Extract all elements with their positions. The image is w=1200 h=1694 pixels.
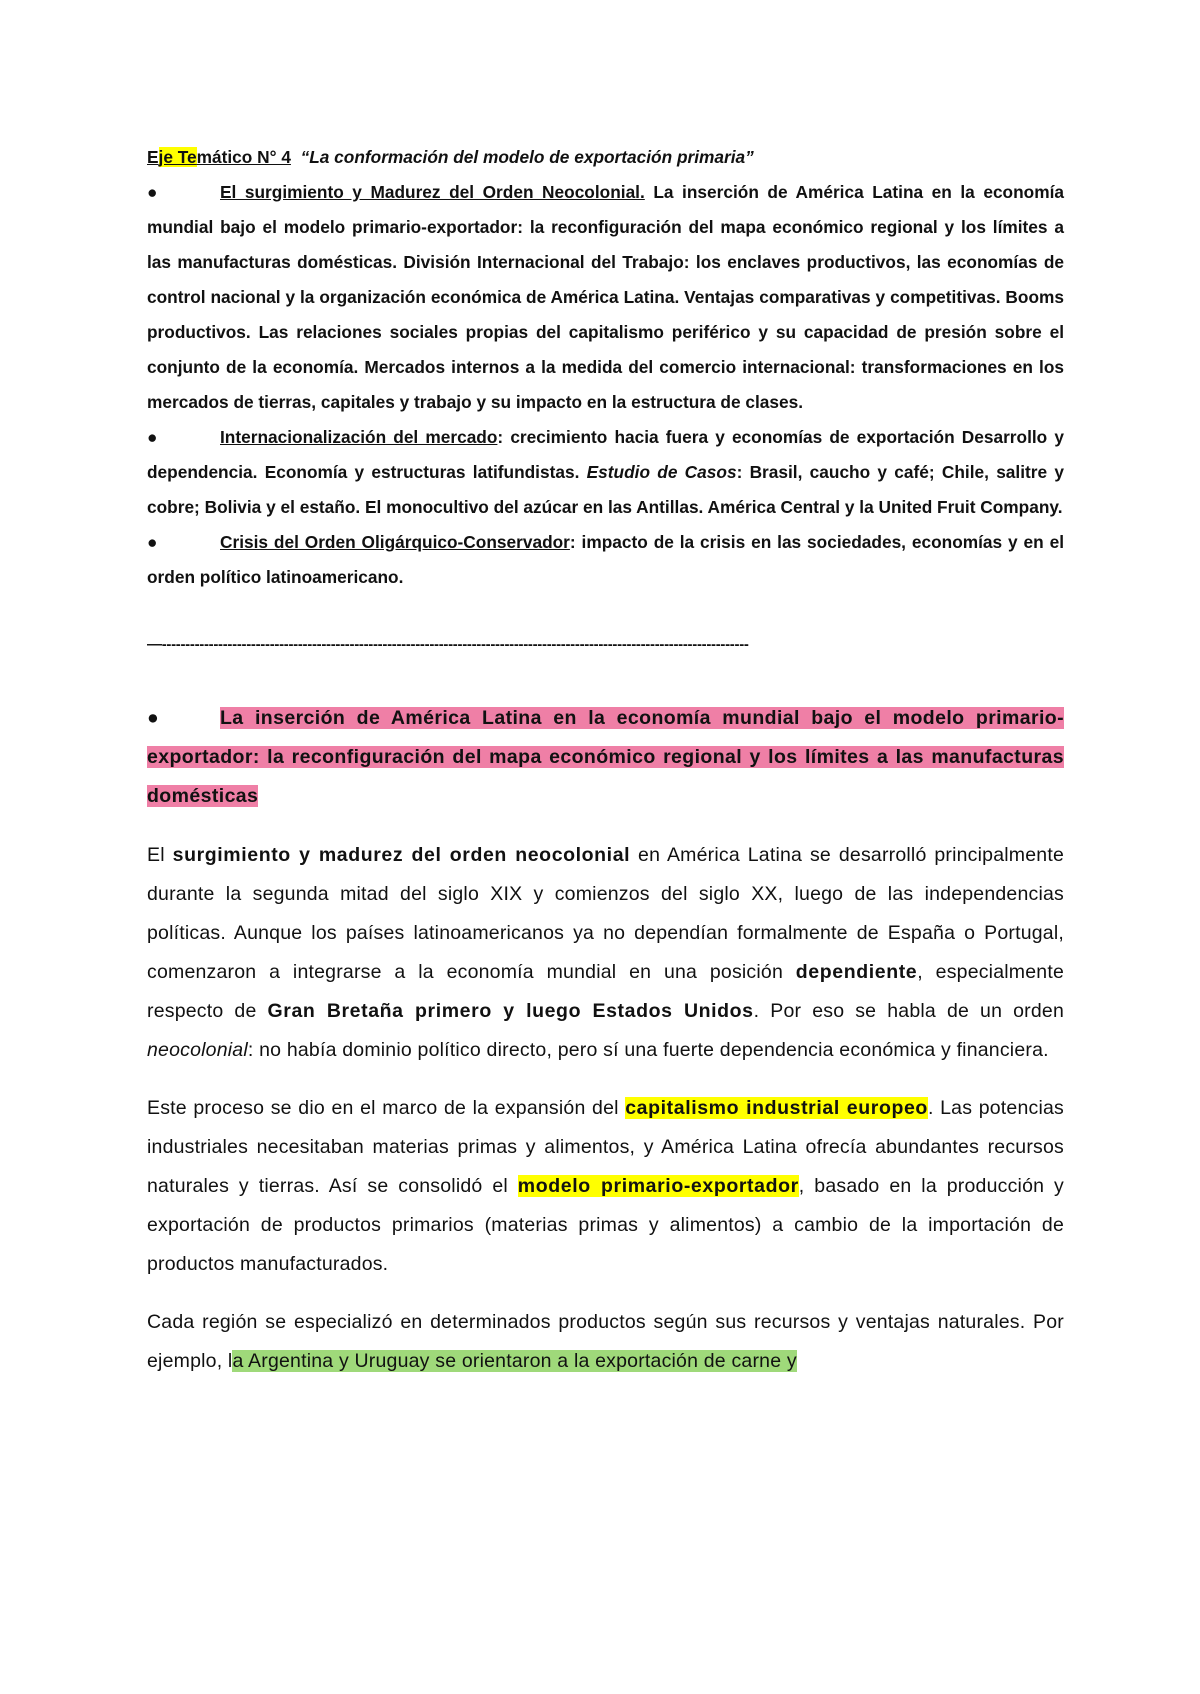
item3-title: Crisis del Orden Oligárquico-Conservador (220, 532, 570, 552)
item3-text: : impacto de la crisis en las sociedades, economías y en el orden político latinoamericano. (147, 532, 1064, 587)
item2-text: : crecimiento hacia fuera y economías de exportación Desarrollo y dependencia. Economía y estructuras latifundistas. (147, 427, 1064, 482)
item2-title: Internacionalización del mercado (220, 427, 498, 447)
syllabus-block (147, 140, 1064, 595)
bold-term: dependiente (795, 961, 918, 983)
bold-term: Gran Bretaña primero y luego Estados Unidos (267, 1000, 754, 1022)
item2-text-b: : Brasil, caucho y café; Chile, salitre y cobre; Bolivia y el estaño. El monocultivo del azúcar en las Antillas. América Central y la United Fruit Company. (147, 462, 1064, 517)
section-heading-text: La inserción de América Latina en la economía mundial bajo el modelo primario-exportador: la reconfiguración del mapa económico regional y los límites a las manufacturas domésticas (147, 707, 1064, 807)
syllabus-header (147, 140, 1064, 175)
bullet-icon: ● (147, 532, 158, 552)
paragraph-1: El surgimiento y madurez del orden neocolonial en América Latina se desarrolló principalmente durante la segunda mitad del siglo XIX y comienzos del siglo XX, luego de las independencias políticas. Aunque los países latinoamericanos ya no dependían formalmente de España o Portugal, comenzaron a integrarse a la economía mundial en una posición dependiente, especialmente respecto de Gran Bretaña primero y luego Estados Unidos. Por eso se habla de un orden neocolonial: no había dominio político directo, pero sí una fuerte dependencia económica y financiera. (147, 844, 1065, 1061)
paragraph-2: Este proceso se dio en el marco de la expansión del capitalismo industrial europeo. Las potencias industriales necesitaban materias primas y alimentos, y América Latina ofrecía abundantes recursos naturales y tierras. Así se consolidó el modelo primario-exportador, basado en la producción y exportación de productos primarios (materias primas y alimentos) a cambio de la importación de productos manufacturados. (147, 1097, 1064, 1275)
bullet-icon: ● (147, 707, 160, 729)
divider-line: —----------------------------------------------------------------------------------------------------------------------------- (147, 636, 749, 653)
document-page (147, 140, 1064, 1381)
highlight-green: a Argentina y Uruguay se orientaron a la exportación de carne y (232, 1350, 797, 1372)
header-title: “La conformación del modelo de exportación primaria” (300, 147, 754, 167)
italic-term: neocolonial (147, 1039, 248, 1061)
item1-title: El surgimiento y Madurez del Orden Neocolonial. (220, 182, 645, 202)
highlight-term: capitalismo industrial europeo (625, 1097, 928, 1119)
syllabus-item-2 (147, 420, 1064, 525)
bullet-icon: ● (147, 182, 158, 202)
syllabus-item-1 (147, 175, 1064, 420)
section-heading (147, 699, 1064, 816)
highlight-term: modelo primario-exportador (517, 1175, 799, 1197)
item2-italic: Estudio de Casos (586, 462, 737, 482)
paragraph-3: Cada región se especializó en determinados productos según sus recursos y ventajas naturales. Por ejemplo, la Argentina y Uruguay se orientaron a la exportación de carne y (147, 1311, 1064, 1372)
bold-term: surgimiento y madurez del orden neocolonial (172, 844, 631, 866)
header-label: Eje Temático N° 4 (147, 147, 291, 167)
item1-text: La inserción de América Latina en la economía mundial bajo el modelo primario-exportador: la reconfiguración del mapa económico regional y los límites a las manufacturas domésticas. División Internacional del Trabajo: los enclaves productivos, las economías de control nacional y la organización económica de América Latina. Ventajas comparativas y competitivas. Booms productivos. Las relaciones sociales propias del capitalismo periférico y su capacidad de presión sobre el conjunto de la economía. Mercados internos a la medida del comercio internacional: transformaciones en los mercados de tierras, capitales y trabajo y su impacto en la estructura de clases. (147, 182, 1065, 412)
bullet-icon: ● (147, 427, 158, 447)
header-highlight: je Te (158, 147, 197, 167)
syllabus-item-3 (147, 525, 1064, 595)
